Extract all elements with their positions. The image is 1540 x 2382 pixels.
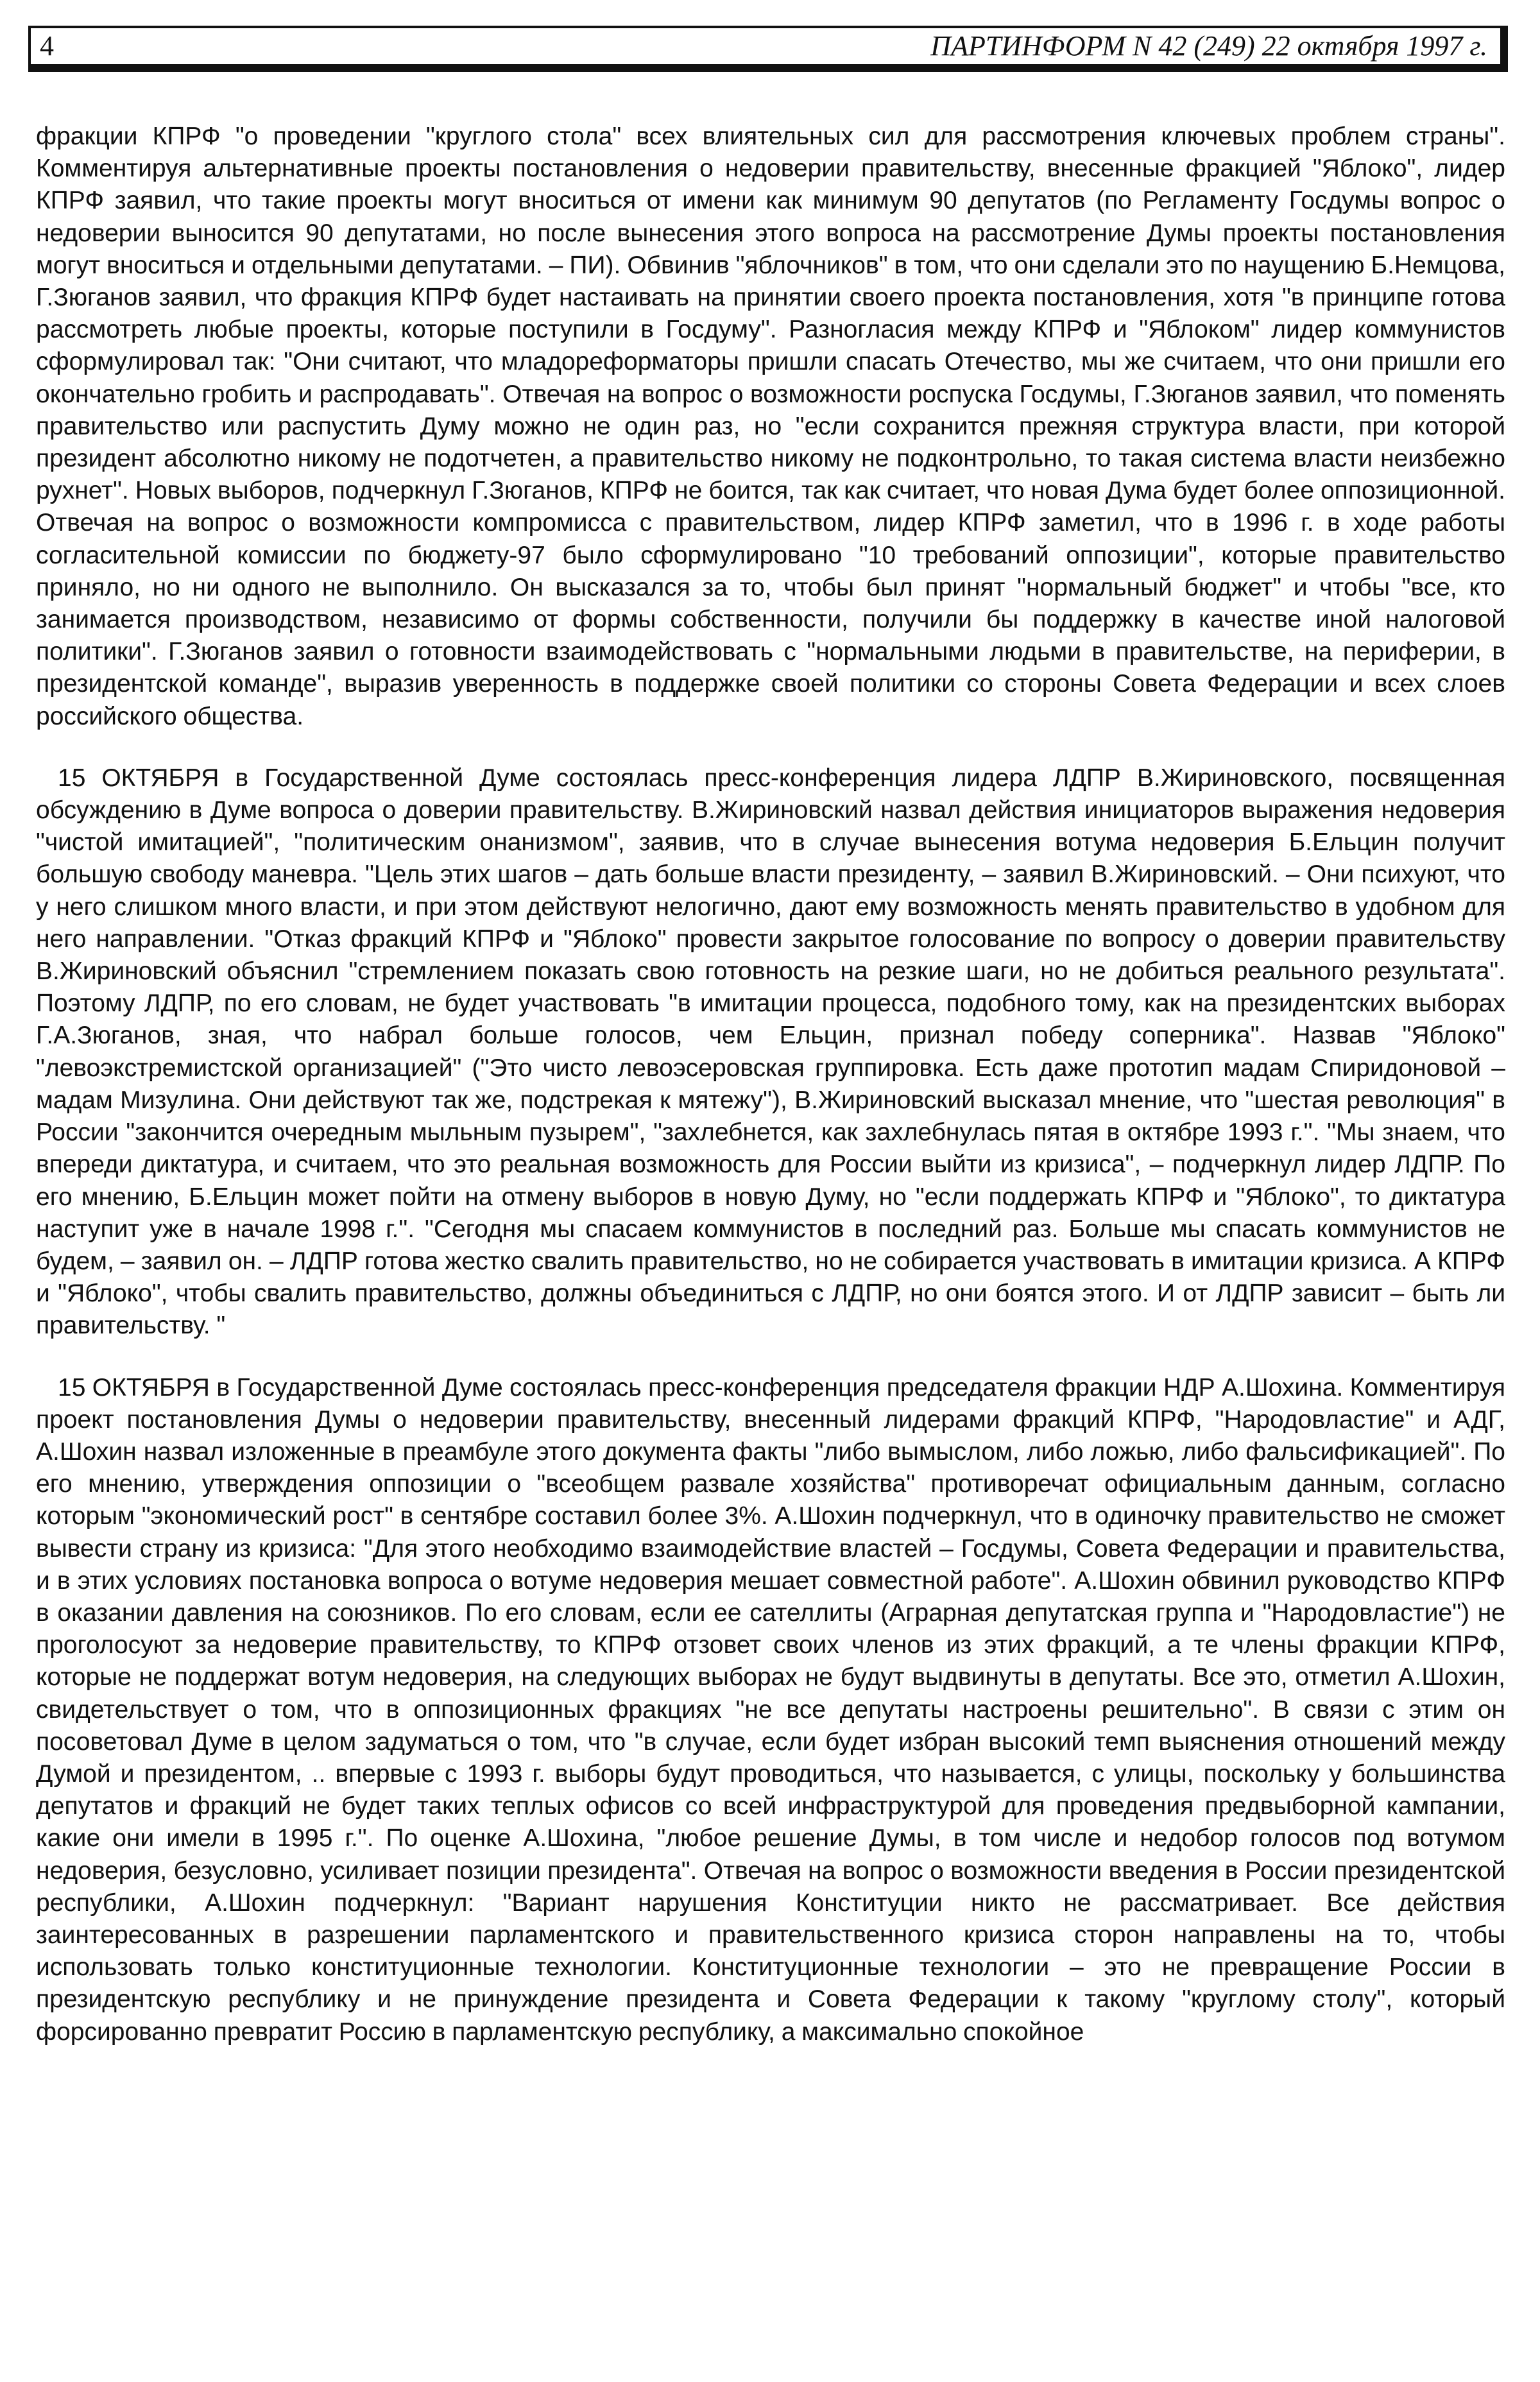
paragraph-zhirinovsky: 15 ОКТЯБРЯ в Государственной Думе состоялась пресс-конференция лидера ЛДПР В.Жириновского, посвященная обсуждению в Думе вопроса о доверии правительству. В.Жириновский назвал действия инициаторов выражения недоверия "чистой имитацией", "политическим онанизмом", заявив, что в случае вынесения вотума недоверия Б.Ельцин получит большую свободу маневра. "Цель этих шагов – дать больше власти президенту, – заявил В.Жириновский. – Они психуют, что у него слишком много власти, и при этом действуют нелогично, дают ему возможность менять правительство в удобном для него направлении. "Отказ фракций КПРФ и "Яблоко" провести закрытое голосование по вопросу о доверии правительству В.Жириновский объяснил "стремлением показать свою готовность на резкие шаги, но не добиться реального результата". Поэтому ЛДПР, по его словам, не будет участвовать "в имитации процесса, подобного тому, как на президентских выборах Г.А.Зюганов, зная, что набрал больше голосов, чем Ельцин, признал победу соперника". Назвав "Яблоко" "левоэкстремистской организацией" ("Это чисто левоэсеровская группировка. Есть даже прототип мадам Спиридоновой – мадам Мизулина. Они действуют так же, подстрекая к мятежу"), В.Жириновский высказал мнение, что "шестая революция" в России "закончится очередным мыльным пузырем", "захлебнется, как захлебнулась пятая в октябре 1993 г.". "Мы знаем, что впереди диктатура, и считаем, что это реальная возможность для России выйти из кризиса", – подчеркнул лидер ЛДПР. По его мнению, Б.Ельцин может пойти на отмену выборов в новую Думу, но "если поддержать КПРФ и "Яблоко", то диктатура наступит уже в начале 1998 г.". "Сегодня мы спасаем коммунистов в последний раз. Больше мы спасать коммунистов не будем, – заявил он. – ЛДПР готова жестко свалить правительство, но не собирается участвовать в имитации кризиса. А КПРФ и "Яблоко", чтобы свалить правительство, должны объединиться с ЛДПР, но они боятся этого. И от ЛДПР зависит – быть ли правительству. " bbox=[36, 764, 1505, 1340]
page-number: 4 bbox=[40, 30, 54, 62]
paragraph-shokhin: 15 ОКТЯБРЯ в Государственной Думе состоялась пресс-конференция председателя фракции НДР А.Шохина. Комментируя проект постановления Думы о недоверии правительству, внесенный лидерами фракций КПРФ, "Народовластие" и АДГ, А.Шохин назвал изложенные в преамбуле этого документа факты "либо вымыслом, либо ложью, либо фальсификацией". По его мнению, утверждения оппозиции о "всеобщем развале хозяйства" противоречат официальным данным, согласно которым "экономический рост" в сентябре составил более 3%. А.Шохин подчеркнул, что в одиночку правительство не сможет вывести страну из кризиса: "Для этого необходимо взаимодействие властей – Госдумы, Совета Федерации и правительства, и в этих условиях постановка вопроса о вотуме недоверия мешает совместной работе". А.Шохин обвинил руководство КПРФ в оказании давления на союзников. По его словам, если ее сателлиты (Аграрная депутатская группа и "Народовластие") не проголосуют за недоверие правительству, то КПРФ отзовет своих членов из этих фракций, а те члены фракции КПРФ, которые не поддержат вотум недоверия, на следующих выборах не будут выдвинуты в депутаты. Все это, отметил А.Шохин, свидетельствует о том, что в оппозиционных фракциях "не все депутаты настроены решительно". В связи с этим он посоветовал Думе в целом задуматься о том, что "в случае, если будет избран высокий темп выяснения отношений между Думой и президентом, .. впервые с 1993 г. выборы будут проводиться, что называется, с улицы, поскольку у большинства депутатов и фракций не будет таких теплых офисов со всей инфраструктурой для проведения предвыборной кампании, какие они имели в 1995 г.". По оценке А.Шохина, "любое решение Думы, в том числе и недобор голосов под вотумом недоверия, безусловно, усиливает позиции президента". Отвечая на вопрос о возможности введения в России президентской республики, А.Шохин подчеркнул: "Вариант нарушения Конституции никто не рассматривает. Все действия заинтересованных в разрешении парламентского и правительственного кризиса сторон направлены на то, чтобы использовать только конституционные технологии. Конституционные технологии – это не превращение России в президентскую республику и не принуждение президента и Совета Федерации к такому "круглому столу", который форсированно превратит Россию в парламентскую республику, а максимально спокойное bbox=[36, 1373, 1505, 2046]
paragraph-zyuganov: фракции КПРФ "о проведении "круглого стола" всех влиятельных сил для рассмотрения ключевых проблем страны". Комментируя альтернативные проекты постановления о недоверии правительству, внесенные фракцией "Яблоко", лидер КПРФ заявил, что такие проекты могут вноситься от имени как минимум 90 депутатов (по Регламенту Госдумы вопрос о недоверии выносится 90 депутатами, но после вынесения этого вопроса на рассмотрение Думы проекты постановления могут вноситься и отдельными депутатами. – ПИ). Обвинив "яблочников" в том, что они сделали это по наущению Б.Немцова, Г.Зюганов заявил, что фракция КПРФ будет настаивать на принятии своего проекта постановления, хотя "в принципе готова рассмотреть любые проекты, которые поступили в Госдуму". Разногласия между КПРФ и "Яблоком" лидер коммунистов сформулировал так: "Они считают, что младореформаторы пришли спасать Отечество, мы же считаем, что они пришли его окончательно гробить и распродавать". Отвечая на вопрос о возможности роспуска Госдумы, Г.Зюганов заявил, что поменять правительство или распустить Думу можно не один раз, но "если сохранится прежняя структура власти, при которой президент абсолютно никому не подотчетен, а правительство никому не подконтрольно, то такая система власти неизбежно рухнет". Новых выборов, подчеркнул Г.Зюганов, КПРФ не боится, так как считает, что новая Дума будет более оппозиционной. Отвечая на вопрос о возможности компромисса с правительством, лидер КПРФ заметил, что в 1996 г. в ходе работы согласительной комиссии по бюджету-97 было сформулировано "10 требований оппозиции", которые правительство приняло, но ни одного не выполнило. Он высказался за то, чтобы был принят "нормальный бюджет" и чтобы "все, кто занимается производством, независимо от формы собственности, получили бы поддержку в качестве иной налоговой политики". Г.Зюганов заявил о готовности взаимодействовать с "нормальными людьми в правительстве, на периферии, в президентской команде", выразив уверенность в поддержке своей политики со стороны Совета Федерации и всех слоев российского общества. bbox=[36, 123, 1505, 730]
publication-title: ПАРТИНФОРМ N 42 (249) 22 октября 1997 г. bbox=[930, 30, 1487, 62]
article-body bbox=[36, 121, 1505, 2048]
paragraph-gap bbox=[36, 733, 1505, 762]
paragraph-gap bbox=[36, 1342, 1505, 1372]
page-header bbox=[28, 26, 1508, 72]
